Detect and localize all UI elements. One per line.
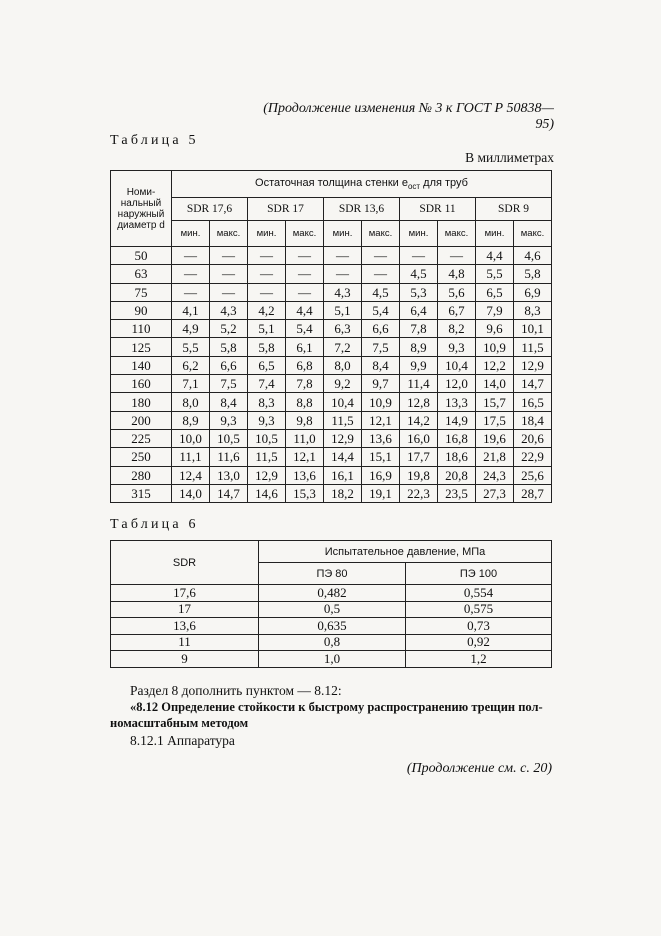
min-header: мин. [172, 221, 210, 247]
thickness-cell: 17,5 [476, 411, 514, 429]
thickness-cell: 10,9 [476, 338, 514, 356]
thickness-cell: 6,7 [438, 301, 476, 319]
min-header: мин. [324, 221, 362, 247]
thickness-cell: 14,0 [172, 484, 210, 502]
thickness-cell: — [286, 265, 324, 283]
thickness-cell: 7,1 [172, 375, 210, 393]
diameter-cell: 63 [111, 265, 172, 283]
thickness-cell: 21,8 [476, 448, 514, 466]
thickness-cell: 6,5 [476, 283, 514, 301]
table-row [111, 375, 552, 393]
thickness-cell: 9,3 [210, 411, 248, 429]
thickness-cell: 14,2 [400, 411, 438, 429]
table5-units: В миллиметрах [465, 150, 554, 165]
pressure-cell: 0,482 [259, 585, 406, 602]
table-row [111, 618, 552, 635]
thickness-cell: 20,8 [438, 466, 476, 484]
thickness-cell: 12,1 [286, 448, 324, 466]
thickness-cell: 14,0 [476, 375, 514, 393]
thickness-cell: 6,6 [362, 320, 400, 338]
thickness-cell: 5,3 [400, 283, 438, 301]
pressure-cell: 0,554 [406, 585, 552, 602]
thickness-cell: 10,9 [362, 393, 400, 411]
sdr-cell: 17,6 [111, 585, 259, 602]
thickness-cell: 9,8 [286, 411, 324, 429]
thickness-cell: 9,7 [362, 375, 400, 393]
thickness-cell: 8,3 [248, 393, 286, 411]
table-row [111, 301, 552, 319]
max-header: макс. [514, 221, 552, 247]
thickness-cell: 12,1 [362, 411, 400, 429]
diameter-cell: 50 [111, 247, 172, 265]
thickness-cell: 7,5 [362, 338, 400, 356]
thickness-cell: 5,1 [248, 320, 286, 338]
thickness-cell: — [172, 283, 210, 301]
col-header-pressure: Испытательное давление, МПа [259, 541, 552, 563]
thickness-cell: 14,6 [248, 484, 286, 502]
thickness-cell: 5,4 [362, 301, 400, 319]
thickness-cell: 10,4 [324, 393, 362, 411]
max-header: макс. [362, 221, 400, 247]
min-header: мин. [400, 221, 438, 247]
table-row [111, 338, 552, 356]
thickness-cell: — [248, 247, 286, 265]
diameter-cell: 140 [111, 356, 172, 374]
thickness-cell: 5,6 [438, 283, 476, 301]
min-header: мин. [248, 221, 286, 247]
thickness-cell: 5,8 [248, 338, 286, 356]
continuation-header: (Продолжение изменения № 3 к ГОСТ Р 50838—95) [263, 101, 554, 132]
thickness-cell: 10,0 [172, 429, 210, 447]
thickness-cell: 28,7 [514, 484, 552, 502]
thickness-cell: 15,3 [286, 484, 324, 502]
thickness-cell: 4,4 [286, 301, 324, 319]
paragraph-812-title-line1: «8.12 Определение стойкости к быстрому распространению трещин пол- [130, 700, 543, 714]
col-header-pe100: ПЭ 100 [406, 563, 552, 585]
thickness-cell: 18,2 [324, 484, 362, 502]
thickness-cell: 8,8 [286, 393, 324, 411]
sdr-group-header: SDR 17 [248, 198, 324, 221]
thickness-cell: 5,4 [286, 320, 324, 338]
sdr-group-header: SDR 13,6 [324, 198, 400, 221]
thickness-cell: — [210, 283, 248, 301]
thickness-cell: 19,1 [362, 484, 400, 502]
thickness-cell: — [400, 247, 438, 265]
paragraph-812-title-line2: номасштабным методом [110, 716, 249, 730]
thickness-cell: 5,8 [210, 338, 248, 356]
thickness-cell: 11,5 [324, 411, 362, 429]
thickness-cell: 8,3 [514, 301, 552, 319]
thickness-cell: — [362, 265, 400, 283]
table-row [111, 466, 552, 484]
thickness-cell: 6,4 [400, 301, 438, 319]
thickness-cell: 14,4 [324, 448, 362, 466]
thickness-cell: 10,5 [248, 429, 286, 447]
thickness-cell: 12,9 [514, 356, 552, 374]
thickness-cell: 16,5 [514, 393, 552, 411]
thickness-cell: 9,9 [400, 356, 438, 374]
thickness-cell: 19,8 [400, 466, 438, 484]
thickness-cell: 6,2 [172, 356, 210, 374]
thickness-cell: 13,6 [286, 466, 324, 484]
pressure-cell: 0,73 [406, 618, 552, 635]
paragraph-section8: Раздел 8 дополнить пунктом — 8.12: [130, 683, 342, 698]
thickness-cell: 4,3 [324, 283, 362, 301]
thickness-cell: 10,4 [438, 356, 476, 374]
thickness-cell: 4,5 [400, 265, 438, 283]
thickness-cell: 6,8 [286, 356, 324, 374]
thickness-cell: 18,4 [514, 411, 552, 429]
sdr-group-header: SDR 11 [400, 198, 476, 221]
col-header-wall-thickness: Остаточная толщина стенки $e_{ост}$ для труб [172, 171, 552, 198]
thickness-cell: 9,6 [476, 320, 514, 338]
thickness-cell: 15,7 [476, 393, 514, 411]
thickness-cell: 11,4 [400, 375, 438, 393]
thickness-cell: 5,1 [324, 301, 362, 319]
thickness-cell: 4,9 [172, 320, 210, 338]
table6 [110, 540, 552, 668]
thickness-cell: 5,5 [476, 265, 514, 283]
thickness-cell: 7,8 [286, 375, 324, 393]
thickness-cell: 13,3 [438, 393, 476, 411]
table-row [111, 283, 552, 301]
thickness-cell: — [438, 247, 476, 265]
min-header: мин. [476, 221, 514, 247]
thickness-cell: 16,1 [324, 466, 362, 484]
thickness-cell: 15,1 [362, 448, 400, 466]
diameter-cell: 110 [111, 320, 172, 338]
thickness-cell: 14,7 [210, 484, 248, 502]
thickness-cell: 7,8 [400, 320, 438, 338]
diameter-cell: 200 [111, 411, 172, 429]
table-row [111, 247, 552, 265]
thickness-cell: 17,7 [400, 448, 438, 466]
pressure-cell: 0,635 [259, 618, 406, 635]
thickness-cell: 6,1 [286, 338, 324, 356]
sdr-group-header: SDR 9 [476, 198, 552, 221]
paragraph-8121: 8.12.1 Аппаратура [130, 733, 235, 748]
thickness-cell: 12,2 [476, 356, 514, 374]
thickness-cell: 6,9 [514, 283, 552, 301]
thickness-cell: 4,1 [172, 301, 210, 319]
thickness-cell: 8,4 [362, 356, 400, 374]
thickness-cell: 6,6 [210, 356, 248, 374]
thickness-cell: 8,0 [172, 393, 210, 411]
thickness-cell: 22,9 [514, 448, 552, 466]
table-row [111, 651, 552, 668]
thickness-cell: 5,8 [514, 265, 552, 283]
pressure-cell: 0,575 [406, 601, 552, 618]
thickness-cell: 11,1 [172, 448, 210, 466]
thickness-cell: 7,5 [210, 375, 248, 393]
sdr-cell: 13,6 [111, 618, 259, 635]
thickness-cell: — [324, 247, 362, 265]
pressure-cell: 1,2 [406, 651, 552, 668]
thickness-cell: 14,7 [514, 375, 552, 393]
thickness-cell: — [172, 265, 210, 283]
thickness-cell: 8,0 [324, 356, 362, 374]
thickness-cell: 5,5 [172, 338, 210, 356]
max-header: макс. [438, 221, 476, 247]
thickness-cell: 6,3 [324, 320, 362, 338]
thickness-cell: 14,9 [438, 411, 476, 429]
table5 [110, 170, 552, 503]
continuation-footer: (Продолжение см. с. 20) [406, 761, 552, 776]
col-header-sdr: SDR [111, 541, 259, 585]
table-row [111, 448, 552, 466]
thickness-cell: 6,5 [248, 356, 286, 374]
diameter-cell: 315 [111, 484, 172, 502]
diameter-cell: 250 [111, 448, 172, 466]
table-row [111, 320, 552, 338]
max-header: макс. [210, 221, 248, 247]
table5-caption: Таблица 5 [110, 133, 199, 148]
thickness-cell: 12,0 [438, 375, 476, 393]
table-row [111, 356, 552, 374]
thickness-cell: 11,5 [514, 338, 552, 356]
sdr-group-header: SDR 17,6 [172, 198, 248, 221]
thickness-cell: 11,5 [248, 448, 286, 466]
sdr-cell: 11 [111, 634, 259, 651]
table-row [111, 484, 552, 502]
thickness-cell: 25,6 [514, 466, 552, 484]
thickness-cell: 4,5 [362, 283, 400, 301]
diameter-cell: 75 [111, 283, 172, 301]
table-row [111, 393, 552, 411]
thickness-cell: 4,2 [248, 301, 286, 319]
table-row [111, 585, 552, 602]
thickness-cell: 16,0 [400, 429, 438, 447]
thickness-cell: 11,0 [286, 429, 324, 447]
thickness-cell: 20,6 [514, 429, 552, 447]
thickness-cell: 13,6 [362, 429, 400, 447]
thickness-cell: 23,5 [438, 484, 476, 502]
thickness-cell: 4,3 [210, 301, 248, 319]
table-row [111, 411, 552, 429]
thickness-cell: 4,8 [438, 265, 476, 283]
thickness-cell: — [362, 247, 400, 265]
sdr-cell: 17 [111, 601, 259, 618]
thickness-cell: 7,9 [476, 301, 514, 319]
thickness-cell: 24,3 [476, 466, 514, 484]
col-header-pe80: ПЭ 80 [259, 563, 406, 585]
thickness-cell: 7,4 [248, 375, 286, 393]
col-header-diameter: Номи- нальный наружный диаметр d [111, 171, 172, 247]
diameter-cell: 160 [111, 375, 172, 393]
thickness-cell: 4,4 [476, 247, 514, 265]
thickness-cell: — [210, 247, 248, 265]
thickness-cell: — [172, 247, 210, 265]
diameter-cell: 280 [111, 466, 172, 484]
thickness-cell: — [286, 247, 324, 265]
thickness-cell: 12,9 [248, 466, 286, 484]
diameter-cell: 90 [111, 301, 172, 319]
diameter-cell: 125 [111, 338, 172, 356]
table-row [111, 265, 552, 283]
thickness-cell: 18,6 [438, 448, 476, 466]
thickness-cell: 5,2 [210, 320, 248, 338]
thickness-cell: 8,9 [172, 411, 210, 429]
thickness-cell: 16,8 [438, 429, 476, 447]
thickness-cell: 12,9 [324, 429, 362, 447]
diameter-cell: 180 [111, 393, 172, 411]
table-row [111, 601, 552, 618]
thickness-cell: — [210, 265, 248, 283]
thickness-cell: — [286, 283, 324, 301]
thickness-cell: 9,2 [324, 375, 362, 393]
table-row [111, 429, 552, 447]
pressure-cell: 1,0 [259, 651, 406, 668]
diameter-cell: 225 [111, 429, 172, 447]
thickness-cell: 22,3 [400, 484, 438, 502]
sdr-cell: 9 [111, 651, 259, 668]
thickness-cell: — [248, 265, 286, 283]
thickness-cell: 10,5 [210, 429, 248, 447]
thickness-cell: 4,6 [514, 247, 552, 265]
max-header: макс. [286, 221, 324, 247]
thickness-cell: 10,1 [514, 320, 552, 338]
pressure-cell: 0,8 [259, 634, 406, 651]
thickness-cell: — [324, 265, 362, 283]
pressure-cell: 0,5 [259, 601, 406, 618]
pressure-cell: 0,92 [406, 634, 552, 651]
thickness-cell: 13,0 [210, 466, 248, 484]
thickness-cell: 7,2 [324, 338, 362, 356]
thickness-cell: 9,3 [248, 411, 286, 429]
thickness-cell: 8,9 [400, 338, 438, 356]
table6-caption: Таблица 6 [110, 517, 199, 532]
thickness-cell: — [248, 283, 286, 301]
thickness-cell: 19,6 [476, 429, 514, 447]
thickness-cell: 12,4 [172, 466, 210, 484]
table-row [111, 634, 552, 651]
thickness-cell: 27,3 [476, 484, 514, 502]
thickness-cell: 8,2 [438, 320, 476, 338]
thickness-cell: 9,3 [438, 338, 476, 356]
thickness-cell: 16,9 [362, 466, 400, 484]
thickness-cell: 8,4 [210, 393, 248, 411]
thickness-cell: 12,8 [400, 393, 438, 411]
thickness-cell: 11,6 [210, 448, 248, 466]
